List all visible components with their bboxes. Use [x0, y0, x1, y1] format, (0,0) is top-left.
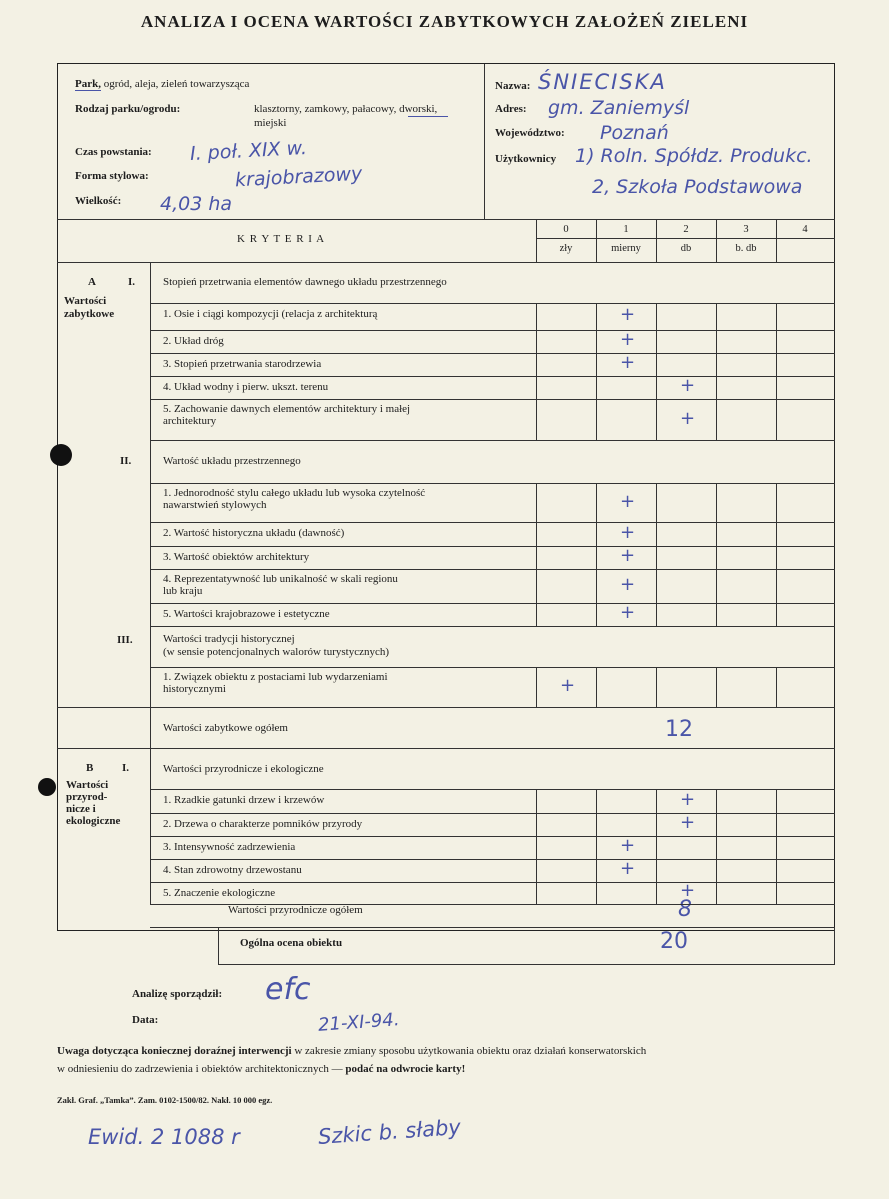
rodzaj-label: Rodzaj parku/ogrodu:: [75, 103, 181, 115]
criterion-row: 1. Związek obiektu z postaciami lub wydarzeniami historycznymi: [163, 671, 388, 695]
score-mark: +: [620, 574, 636, 595]
criterion-row: 2. Drzewa o charakterze pomników przyrody: [163, 818, 363, 830]
nazwa-value: ŚNIECISKA: [538, 70, 667, 94]
criterion-row: 5. Zachowanie dawnych elementów architektury i małej architektury: [163, 403, 411, 427]
b-total-label: Wartości przyrodnicze ogółem: [228, 904, 363, 916]
criterion-row: 3. Wartość obiektów architektury: [163, 551, 310, 563]
kryteria-header: K R Y T E R I A: [237, 233, 326, 245]
criterion-row: 4. Reprezentatywność lub unikalność w skali regionu lub kraju: [163, 573, 398, 597]
signature: efc: [265, 972, 311, 1007]
section-a1-title: Stopień przetrwania elementów dawnego układu przestrzennego: [163, 276, 447, 288]
score-mark: +: [680, 408, 696, 429]
score-2-name: db: [680, 243, 692, 254]
score-mark: +: [680, 789, 696, 810]
hole-punch: [38, 778, 56, 796]
wojewodztwo-label: Województwo:: [495, 127, 565, 139]
criterion-row: 3. Stopień przetrwania starodrzewia: [163, 358, 322, 370]
uzytkownik-1-value: 1) Roln. Spółdz. Produkc.: [575, 145, 813, 167]
score-0-header: 0: [563, 224, 569, 235]
data-label: Data:: [132, 1014, 159, 1026]
section-b-name-2: przyrod-: [66, 791, 108, 803]
score-3-name: b. db: [735, 243, 757, 254]
score-mark: +: [620, 602, 636, 623]
score-mark: +: [620, 545, 636, 566]
rodzaj-options-2: miejski: [254, 117, 287, 129]
score-mark: +: [620, 329, 636, 350]
criterion-row: 3. Intensywność zadrzewienia: [163, 841, 296, 853]
score-mark: +: [680, 375, 696, 396]
uzytkownicy-label: Użytkownicy: [495, 153, 557, 165]
uwaga-note: Uwaga dotycząca koniecznej doraźnej interwencji w zakresie zmiany sposobu użytkowania obiektu oraz działań konserwatorskich w odniesieniu do zadrzewienia i obiektów architektonicznych — podać na odwrocie karty!: [57, 1045, 647, 1075]
score-3-header: 3: [743, 224, 749, 235]
score-mark: +: [680, 880, 696, 901]
score-mark: +: [620, 858, 636, 879]
section-b-name-4: ekologiczne: [66, 815, 121, 827]
criterion-row: 5. Znaczenie ekologiczne: [163, 887, 276, 899]
section-a-roman-1: I.: [128, 276, 136, 288]
analiza-label: Analizę sporządził:: [132, 988, 223, 1000]
uzytkownik-2-value: 2, Szkoła Podstawowa: [592, 176, 803, 198]
criterion-row: 2. Wartość historyczna układu (dawność): [163, 527, 345, 539]
b-total-value: 8: [678, 897, 692, 922]
criterion-row: 4. Stan zdrowotny drzewostanu: [163, 864, 302, 876]
section-a-roman-3: III.: [117, 634, 133, 646]
criterion-row: 1. Osie i ciągi kompozycji (relacja z architekturą: [163, 308, 378, 320]
wojewodztwo-value: Poznań: [600, 122, 669, 144]
rodzaj-options: klasztorny, zamkowy, pałacowy, dworski,: [254, 103, 438, 115]
wielkosc-label: Wielkość:: [75, 195, 122, 207]
score-mark: +: [620, 522, 636, 543]
section-b-name-3: nicze i: [66, 803, 96, 815]
print-info: Zakł. Graf. „Tamka”. Zam. 0102-1500/82. Nakł. 10 000 egz.: [57, 1095, 273, 1105]
score-1-header: 1: [623, 224, 629, 235]
section-a3-title: Wartości tradycji historycznej: [163, 633, 295, 645]
wielkosc-value: 4,03 ha: [160, 193, 233, 215]
grand-total-value: 20: [660, 929, 688, 954]
score-0-name: zły: [559, 243, 573, 254]
forma-label: Forma stylowa:: [75, 170, 149, 182]
ewid-note: Ewid. 2 1088 r: [88, 1125, 240, 1149]
section-b-letter: B: [86, 762, 94, 774]
section-b1-title: Wartości przyrodnicze i ekologiczne: [163, 763, 324, 775]
page-title: ANALIZA I OCENA WARTOŚCI ZABYTKOWYCH ZAŁOŻEŃ ZIELENI: [140, 12, 749, 31]
grand-total-label: Ogólna ocena obiektu: [240, 937, 343, 949]
score-mark: +: [620, 304, 636, 325]
section-b-name-1: Wartości: [66, 779, 109, 791]
czas-value: I. poł. XIX w.: [189, 136, 308, 166]
dworski-underline: [408, 116, 448, 117]
score-mark: +: [620, 352, 636, 373]
score-2-header: 2: [683, 224, 689, 235]
score-mark: +: [620, 491, 636, 512]
park-label-selected: Park,: [75, 78, 101, 90]
section-a3-subtitle: (w sensie potencjonalnych walorów turystycznych): [163, 646, 390, 658]
criterion-row: 5. Wartości krajobrazowe i estetyczne: [163, 608, 330, 620]
score-mark: +: [620, 835, 636, 856]
szkic-note: Szkic b. słaby: [317, 1115, 462, 1149]
criterion-row: 1. Rzadkie gatunki drzew i krzewów: [163, 794, 325, 806]
forma-value: krajobrazowy: [234, 162, 363, 192]
score-4-header: 4: [802, 224, 808, 235]
a-total-value: 12: [665, 717, 693, 742]
score-mark: +: [680, 812, 696, 833]
criterion-row: 2. Układ dróg: [163, 335, 224, 347]
score-1-name: mierny: [611, 243, 641, 254]
section-a-name: Wartości zabytkowe: [64, 295, 115, 320]
criterion-row: 1. Jednorodność stylu całego układu lub wysoka czytelność nawarstwień stylowych: [163, 487, 426, 511]
section-a-roman-2: II.: [120, 455, 132, 467]
czas-label: Czas powstania:: [75, 146, 152, 158]
adres-value: gm. Zaniemyśl: [548, 97, 690, 119]
section-b-roman-1: I.: [122, 762, 130, 774]
hole-punch: [50, 444, 72, 466]
date-value: 21-XI-94.: [317, 1009, 401, 1036]
section-a-letter: A: [88, 276, 96, 288]
adres-label: Adres:: [495, 103, 527, 115]
nazwa-label: Nazwa:: [495, 80, 531, 92]
criterion-row: 4. Układ wodny i pierw. ukszt. terenu: [163, 381, 329, 393]
score-mark: +: [560, 675, 576, 696]
section-a2-title: Wartość układu przestrzennego: [163, 455, 301, 467]
park-type-label: Park, ogród, aleja, zieleń towarzysząca: [75, 78, 250, 90]
a-total-label: Wartości zabytkowe ogółem: [163, 722, 288, 734]
